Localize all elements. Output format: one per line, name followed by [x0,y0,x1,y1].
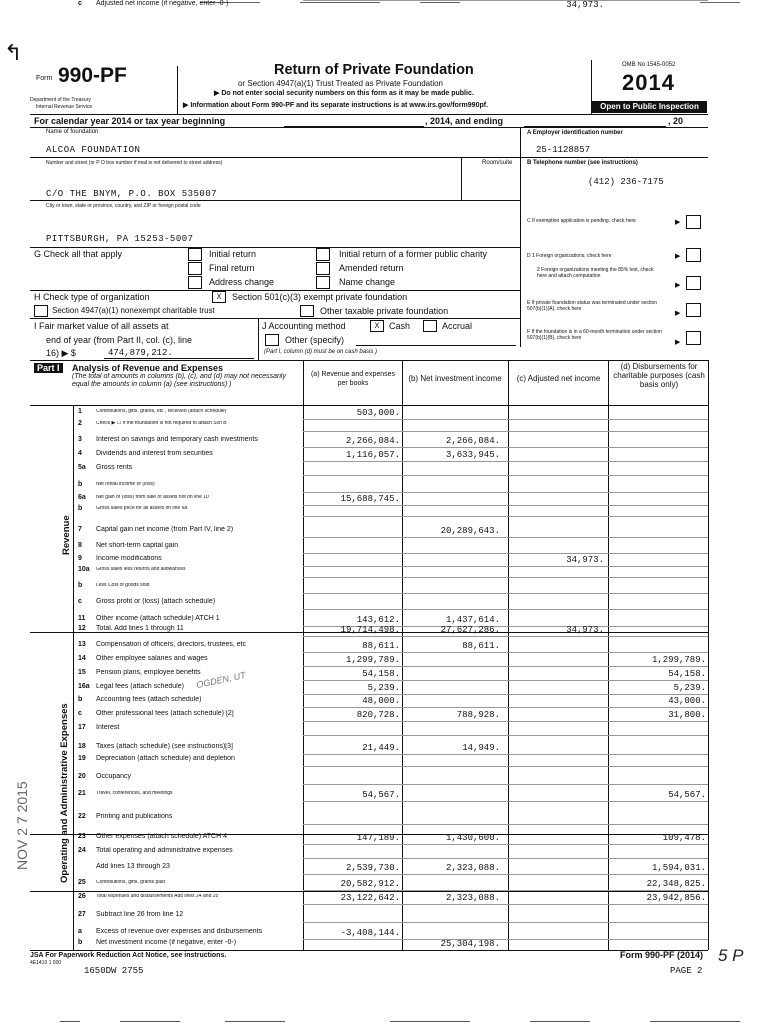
col-a-value[interactable]: 2,539,730. [345,863,400,873]
open-inspection-badge: Open to Public Inspection [592,101,707,113]
row-divider [303,505,708,506]
form-subtitle: or Section 4947(a)(1) Trust Treated as Private Foundation [238,79,443,88]
row-label: Legal fees (attach schedule) [96,683,184,690]
name-change-checkbox[interactable] [316,276,330,289]
row-number: 6a [78,494,86,501]
other-taxable-checkbox[interactable] [300,305,314,317]
row-divider [303,824,708,825]
footer-code: 4E1410 1 000 [30,960,62,966]
tax-year: 2014 [622,70,675,95]
ending-label: , 2014, and ending [425,116,504,126]
section-divider [30,891,708,892]
row-label: Pension plans, employee benefits [96,669,201,676]
h-label: H Check type of organization [34,292,150,302]
col-a-value[interactable]: 143,612. [356,615,400,625]
col-b-value[interactable]: 788,928. [456,710,500,720]
col-a-value[interactable]: 19,714,498. [340,625,400,635]
row-label: Less Cost of goods sold [96,583,150,588]
info-notice: ▶ Information about Form 990-PF and its separate instructions is at www.irs.gov/form990pf. [183,102,489,109]
section-divider [30,834,708,835]
row-label: Total expenses and disbursements Add lines 24 and 25 [96,894,219,899]
e-arrow-icon: ▶ [675,310,681,317]
row-divider [303,754,708,755]
col-d-value[interactable]: 1,299,789. [651,655,706,665]
c-exemption-label: C If exemption application is pending, check here [527,218,636,224]
row-number: 23 [78,833,86,840]
accrual-checkbox[interactable] [423,320,437,332]
row-number: 19 [78,755,86,762]
row-divider [303,516,708,517]
f-checkbox[interactable] [686,331,701,345]
room-label: Room/suite [482,160,513,166]
street-label: Number and street (or P O box number if mail is not delivered to street address) [46,160,223,166]
part1-badge: Part I [34,363,63,373]
row-label: Other professional fees (attach schedule) [2] [96,710,234,717]
row-divider [303,566,708,567]
row-label: Occupancy [96,773,132,780]
initial-return-label: Initial return [209,249,257,259]
row-label: Compensation of officers, directors, trustees, etc [96,641,247,648]
phone-value: (412) 236-7175 [588,177,664,187]
footer-form-ref: Form 990-PF (2014) [620,950,704,960]
row-label: Contributions, gifts, grants, etc , received (attach schedule) [96,409,227,414]
col-b-value[interactable]: 2,266,084. [445,436,500,446]
row-label: Capital gain net income (from Part IV, line 2) [96,526,234,533]
scan-stamp: OGDEN, UT [195,669,247,691]
d2-label: 2 Foreign organizations meeting the 85% test, check here and attach computation [537,267,654,279]
row-divider [303,680,708,681]
row-divider [303,461,708,462]
row-label: Other expenses (attach schedule) ATCH 4 [96,833,227,840]
col-a-value[interactable]: 54,567. [362,790,400,800]
former-public-charity-label: Initial return of a former public charity [339,249,488,259]
row-number: b [78,481,83,488]
row-number: 25 [78,879,86,886]
footer-batch: 1650DW 2755 [84,966,144,976]
name-label: Name of foundation [46,129,99,135]
row-divider [303,537,708,538]
row-divider [303,694,708,695]
other-method-label: Other (specify) [285,335,345,345]
row-number: 5a [78,464,86,471]
handwritten-mark: 5 P [718,946,744,965]
col-d-value[interactable]: 5,239. [673,683,706,693]
row-number: b [78,939,83,946]
col-a-value[interactable]: 15,688,745. [340,494,400,504]
row-divider [303,593,708,594]
row-divider [303,0,708,1]
other-taxable-label: Other taxable private foundation [320,306,449,316]
j-label: J Accounting method [262,321,346,331]
row-divider [303,707,708,708]
col-b-value[interactable]: 88,611. [462,641,500,651]
col-a-header: (a) Revenue and expenses per books [310,371,396,387]
row-number: b [78,582,83,589]
col-d-value[interactable]: 31,800. [668,710,706,720]
e-checkbox[interactable] [686,303,701,317]
col-a-value[interactable]: 54,158. [362,669,400,679]
row-divider [303,666,708,667]
i-label-1: I Fair market value of all assets at [34,321,169,331]
col-d-header: (d) Disbursements for charitable purposes (cash basis only) [613,362,705,389]
row-number: 26 [78,893,86,900]
row-label: Travel, conferences, and meetings [96,791,173,796]
row-label: Printing and publications [96,813,173,820]
row-number: 27 [78,911,86,918]
4947-label: Section 4947(a)(1) nonexempt charitable trust [52,306,215,315]
margin-mark: ↰ [4,40,23,65]
col-b-value[interactable]: 25,304,198. [440,939,500,949]
col-d-value[interactable]: 43,000. [668,696,706,706]
4947-checkbox[interactable] [34,305,48,317]
expenses-side-label: Operating and Administrative Expenses [59,703,70,883]
received-date-stamp: NOV 2 7 2015 [14,781,30,870]
row-label: Net gain or (loss) from sale of assets not on line 10 [96,495,209,500]
501c3-checkbox[interactable]: X [212,291,226,303]
col-b-value[interactable]: 2,323,088. [445,863,500,873]
row-label: Interest [96,724,120,731]
row-label: Other income (attach schedule) ATCH 1 [96,615,220,622]
row-label: Gross profit or (loss) (attach schedule) [96,598,216,605]
ssn-notice: ▶ Do not enter social security numbers on this form as it may be made public. [214,90,474,97]
revenue-side-label: Revenue [61,515,72,555]
other-method-checkbox[interactable] [265,334,279,346]
row-number: 2 [78,420,82,427]
c-arrow-icon: ▶ [675,219,681,226]
final-return-label: Final return [209,263,255,273]
row-divider [303,419,708,420]
col-c-value[interactable]: 34,973. [566,625,604,635]
row-number: 15 [78,669,86,676]
form-prefix: Form [36,75,53,82]
col-a-value[interactable]: 820,728. [356,710,400,720]
col-a-value[interactable]: 23,122,642. [340,893,400,903]
col-b-value[interactable]: 1,430,600. [445,833,500,843]
amended-return-label: Amended return [339,263,404,273]
e-label: E If private foundation status was terminated under section 507(b)(1)(A), check here [527,300,658,312]
row-divider [303,874,708,875]
amended-return-checkbox[interactable] [316,262,330,275]
d2-checkbox[interactable] [686,276,701,290]
col-d-value[interactable]: 54,567. [668,790,706,800]
row-divider [303,475,708,476]
phone-label: B Telephone number (see instructions) [527,160,638,166]
row-number: 3 [78,436,82,443]
part1-description: (The total of amounts in columns (b), (c), and (d) may not necessarily equal the amounts in column (a) (see instructions) ) [72,373,286,388]
row-label: Net investment income (if negative, enter -0-) [96,939,237,946]
row-divider [303,766,708,767]
accrual-label: Accrual [442,321,473,331]
row-number: 8 [78,542,82,549]
row-number: 17 [78,724,86,731]
row-label: Net short-term capital gain [96,542,179,549]
col-a-value[interactable]: 503,000. [356,408,400,418]
i-label-2: end of year (from Part II, col. (c), line [46,335,193,345]
d1-checkbox[interactable] [686,248,701,262]
row-label: Adjusted net income (if negative, enter -0-) [96,0,229,7]
d1-label: D 1 Foreign organizations, check here [527,253,612,259]
row-divider [303,609,708,610]
row-label: Total. Add lines 1 through 11 [96,625,184,632]
row-divider [303,577,708,578]
row-label: Gross rents [96,464,133,471]
street-address: C/O THE BNYM, P.O. BOX 535007 [46,189,218,199]
col-a-value[interactable]: 147,189. [356,833,400,843]
row-divider [303,652,708,653]
row-divider [303,922,708,923]
row-label: Subtract line 26 from line 12 [96,911,184,918]
col-a-value[interactable]: 1,299,789. [345,655,400,665]
col-a-value[interactable]: 2,266,084. [345,436,400,446]
col-b-value[interactable]: 20,289,643. [440,526,500,536]
form-number: 990-PF [58,64,127,87]
row-label: Excess of revenue over expenses and disbursements [96,928,263,935]
cash-basis-note: (Part I, column (d) must be on cash basis ) [264,349,378,355]
f-arrow-icon: ▶ [675,339,681,346]
row-divider [303,447,708,448]
col-c-value[interactable]: 34,973. [566,555,604,565]
row-label: Net rental income or (loss) [96,482,155,487]
row-number: b [78,696,83,703]
cash-label: Cash [389,321,411,331]
col-a-value[interactable]: 5,239. [367,683,400,693]
footer-notice: JSA For Paperwork Reduction Act Notice, see instructions. [30,952,227,959]
address-change-label: Address change [209,277,275,287]
former-public-charity-checkbox[interactable] [316,248,330,261]
row-number: 20 [78,773,86,780]
row-number: a [78,928,82,935]
col-b-header: (b) Net investment income [408,374,502,383]
row-label: Dividends and interest from securities [96,450,213,457]
row-number: 10a [78,566,90,573]
ein-value: 25-1128857 [536,145,591,155]
dept-label: Department of the Treasury [30,97,91,103]
row-divider [303,431,708,432]
footer-page: PAGE 2 [670,966,703,976]
row-divider [303,844,708,845]
col-b-value[interactable]: 27,627,286. [440,625,500,635]
col-b-value[interactable]: 1,437,614. [445,615,500,625]
city-label: City or town, state or province, country, and ZIP or foreign postal code [46,203,201,209]
row-number: c [78,0,82,7]
d1-arrow-icon: ▶ [675,253,681,260]
row-label: Taxes (attach schedule) (see instructions)[3] [96,743,233,750]
col-a-value[interactable]: 88,611. [362,641,400,651]
row-label: Check ▶ ☐ if the foundation is not required to attach Sch B [96,421,227,426]
row-number: 22 [78,813,86,820]
c-checkbox[interactable] [686,215,701,229]
f-label: F If the foundation is in a 60-month termination under section 507(b)(1)(B), check here [527,329,662,341]
col-d-value[interactable]: 54,158. [668,669,706,679]
row-number: 21 [78,790,86,797]
row-number: 14 [78,655,86,662]
row-number: 24 [78,847,86,854]
row-divider [303,939,708,940]
col-a-value[interactable]: 1,116,057. [345,450,400,460]
form-title: Return of Private Foundation [274,62,474,78]
row-divider [303,801,708,802]
row-divider [303,721,708,722]
row-number: 16a [78,683,90,690]
d2-arrow-icon: ▶ [675,282,681,289]
ending-year-label: , 20 [668,116,684,126]
row-number: 13 [78,641,86,648]
col-d-value[interactable]: 23,942,856. [646,893,706,903]
col-a-value[interactable]: 20,582,912. [340,879,400,889]
col-d-value[interactable]: 22,348,825. [646,879,706,889]
row-number: 12 [78,625,86,632]
col-b-value[interactable]: 14,949. [462,743,500,753]
row-number: 9 [78,555,82,562]
row-divider [303,858,708,859]
col-a-value[interactable]: 48,000. [362,696,400,706]
row-number: 18 [78,743,86,750]
row-label: Income modifications [96,555,162,562]
row-label: Total operating and administrative expenses [96,847,233,854]
final-return-checkbox[interactable] [188,262,202,275]
row-number: 1 [78,408,82,415]
501c3-label: Section 501(c)(3) exempt private foundation [232,292,408,302]
row-divider [303,784,708,785]
row-divider [303,492,708,493]
row-label: Gross sales less returns and allowances [96,567,186,572]
omb-number: OMB No 1545-0052 [622,62,676,68]
row-label: Other employee salaries and wages [96,655,208,662]
section-divider [30,632,708,633]
col-c-header: (c) Adjusted net income [516,374,601,383]
row-divider [303,553,708,554]
row-number: 11 [78,615,86,622]
irs-label: Internal Revenue Service [36,104,93,110]
fair-market-value: 474,879,212. [108,348,173,358]
col-d-value[interactable]: 109,478. [662,833,706,843]
ein-label: A Employer identification number [527,130,623,136]
foundation-name: ALCOA FOUNDATION [46,145,141,155]
row-label: Contributions, gifts, grants paid [96,880,165,885]
row-label: Depreciation (attach schedule) and depletion [96,755,235,762]
part1-title: Analysis of Revenue and Expenses [72,363,224,373]
row-number: c [78,710,82,717]
row-divider [303,636,708,637]
address-change-checkbox[interactable] [188,276,202,289]
row-number: b [78,505,83,512]
row-label: Gross sales price for all assets on line 6a [96,506,188,511]
row-divider [303,735,708,736]
col-b-value[interactable]: 2,323,088. [445,893,500,903]
row-number: 4 [78,450,82,457]
row-label: Add lines 13 through 23 [96,863,170,870]
g-label: G Check all that apply [34,249,123,259]
i-label-3: 16) ▶ $ [46,348,76,358]
col-d-value[interactable]: 1,594,031. [651,863,706,873]
initial-return-checkbox[interactable] [188,248,202,261]
calendar-year-label: For calendar year 2014 or tax year beginning [34,116,226,126]
row-divider [303,904,708,905]
row-label: Interest on savings and temporary cash investments [96,436,258,443]
row-label: Accounting fees (attach schedule) [96,696,202,703]
city-state-zip: PITTSBURGH, PA 15253-5007 [46,234,194,244]
name-change-label: Name change [339,277,396,287]
col-a-value[interactable]: 21,449. [362,743,400,753]
col-b-value[interactable]: 3,633,945. [445,450,500,460]
row-number: c [78,598,82,605]
row-number: 7 [78,526,82,533]
cash-checkbox[interactable]: X [370,320,384,332]
col-a-value[interactable]: -3,408,144. [340,928,400,938]
col-c-value[interactable]: 34,973. [566,0,604,10]
